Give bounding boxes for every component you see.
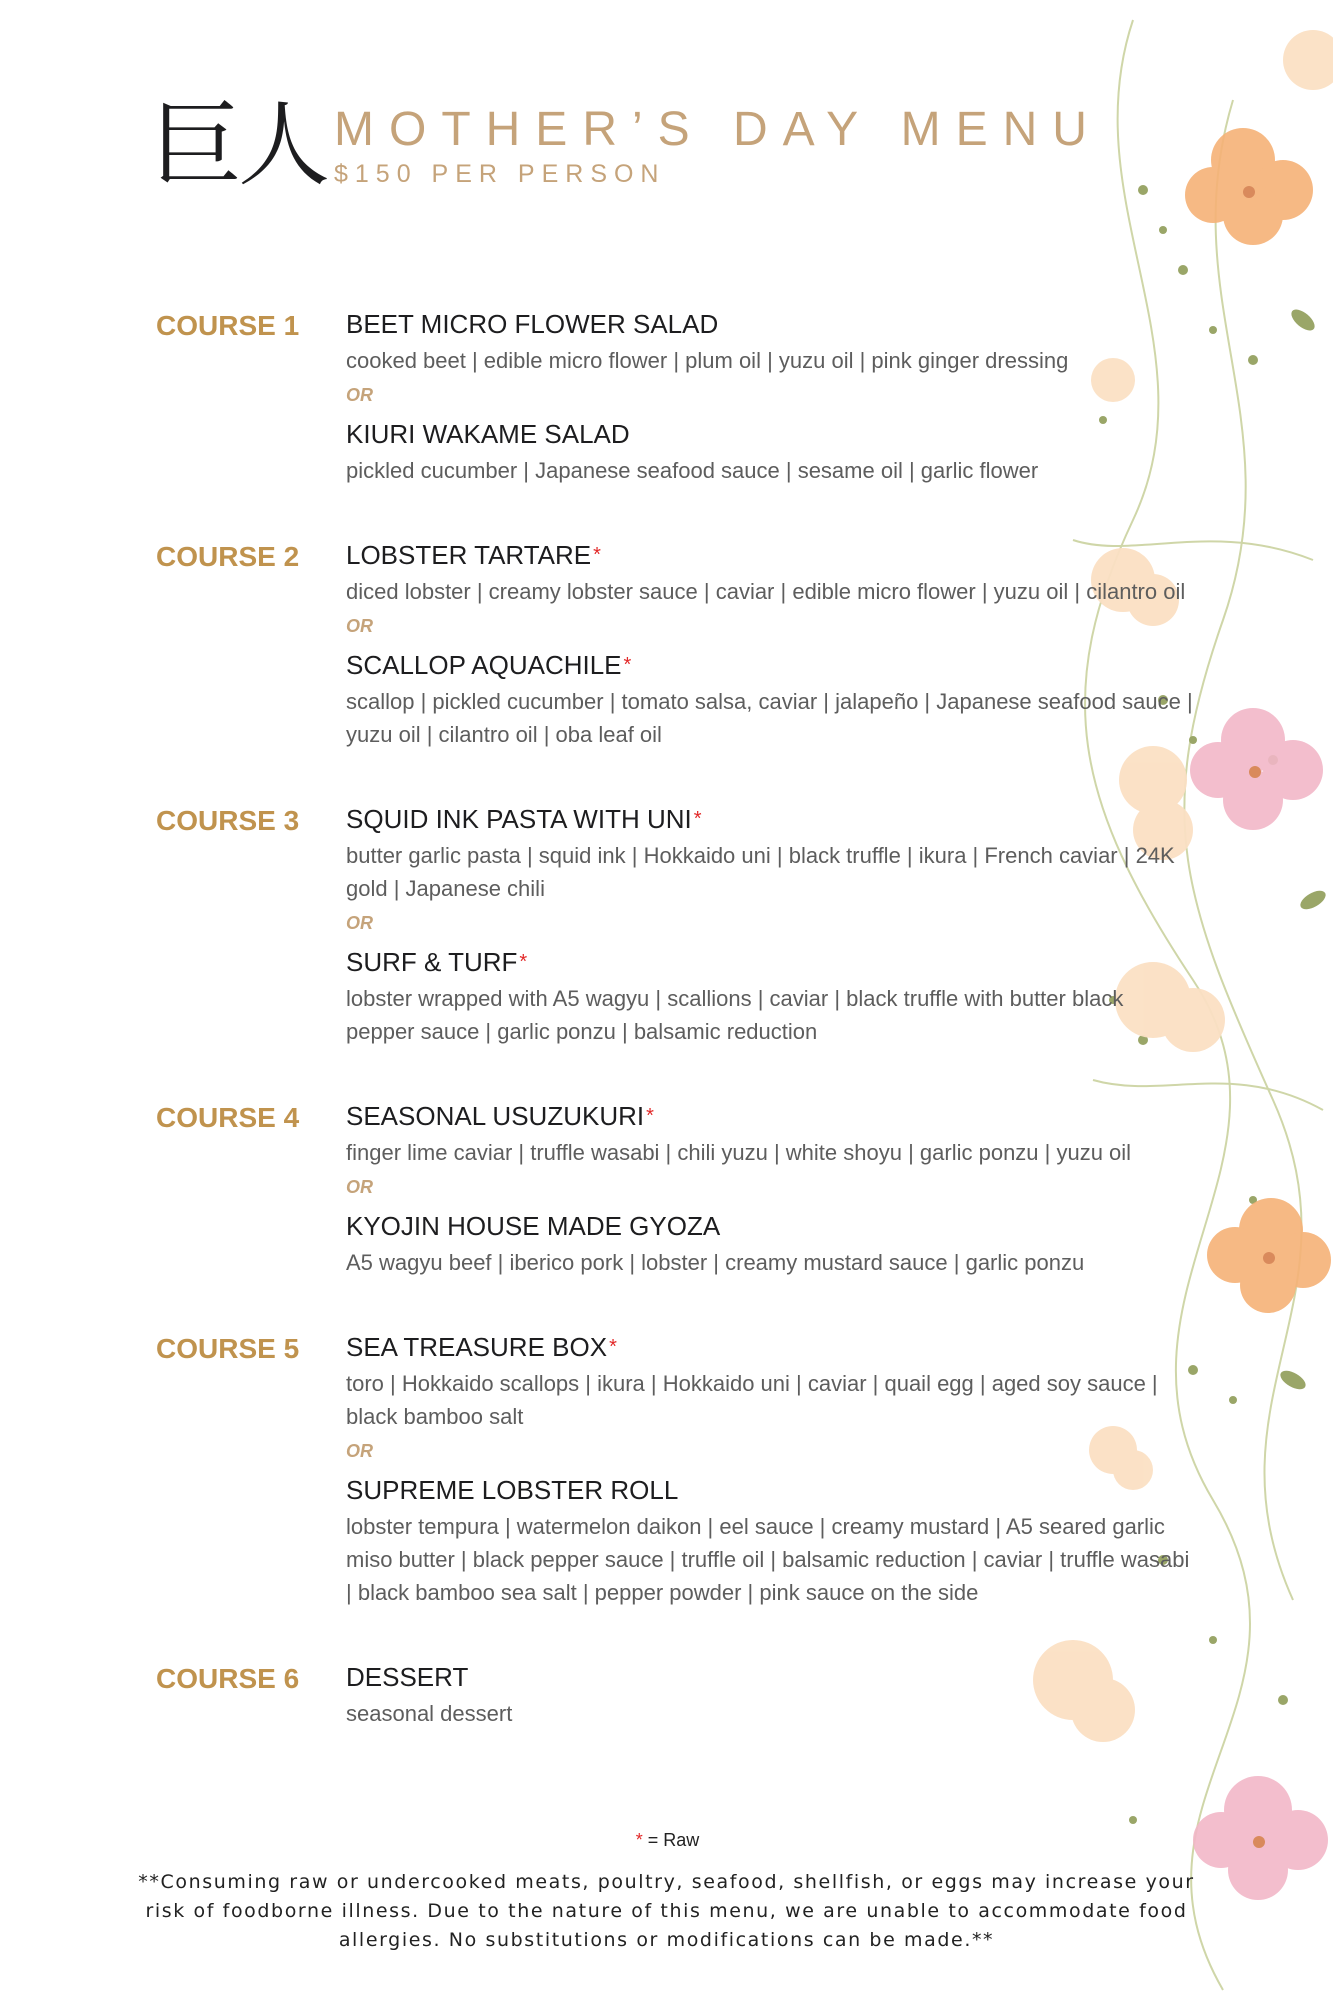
course-label: COURSE 2 xyxy=(156,541,300,572)
dish-description: toro | Hokkaido scallops | ikura | Hokkaido uni | caviar | quail egg | aged soy sauce | black bamboo salt xyxy=(346,1371,1158,1429)
raw-marker: * xyxy=(646,1105,654,1127)
dish-description: scallop | pickled cucumber | tomato salsa, caviar | jalapeño | Japanese seafood sauce | yuzu oil | cilantro oil | oba leaf oil xyxy=(346,689,1193,747)
raw-marker: * xyxy=(593,544,601,566)
course-4 xyxy=(156,1098,1196,1279)
dish-description: lobster wrapped with A5 wagyu | scallions | caviar | black truffle with butter black pepper sauce | garlic ponzu | balsamic reduction xyxy=(346,986,1124,1044)
dish-description: diced lobster | creamy lobster sauce | caviar | edible micro flower | yuzu oil | cilantro oil xyxy=(346,579,1186,604)
dish-name: SQUID INK PASTA WITH UNI * xyxy=(346,804,702,834)
menu-title: MOTHER’S DAY MENU xyxy=(334,103,1102,156)
menu-price: $150 PER PERSON xyxy=(334,160,666,188)
dish-description: pickled cucumber | Japanese seafood sauce | sesame oil | garlic flower xyxy=(346,458,1039,483)
dish-name: SCALLOP AQUACHILE * xyxy=(346,650,632,680)
or-separator: OR xyxy=(346,616,373,636)
dish-name: KIURI WAKAME SALAD xyxy=(346,419,630,449)
dish-name: DESSERT xyxy=(346,1662,469,1692)
dish-name: KYOJIN HOUSE MADE GYOZA xyxy=(346,1211,721,1241)
course-6 xyxy=(156,1659,1196,1730)
dish-name: SEASONAL USUZUKURI * xyxy=(346,1101,654,1131)
course-5 xyxy=(156,1329,1196,1609)
or-separator: OR xyxy=(346,1177,373,1197)
course-label: COURSE 6 xyxy=(156,1663,300,1694)
course-label: COURSE 5 xyxy=(156,1333,300,1364)
dish-description: lobster tempura | watermelon daikon | eel sauce | creamy mustard | A5 seared garlic miso butter | black pepper sauce | truffle oil | balsamic reduction | caviar | truffle wasabi | black bamboo sea salt | pepper powder | pink sauce on the side xyxy=(346,1514,1190,1605)
dish-name: SUPREME LOBSTER ROLL xyxy=(346,1475,679,1505)
raw-marker: * xyxy=(609,1336,617,1358)
dish-description: A5 wagyu beef | iberico pork | lobster | creamy mustard sauce | garlic ponzu xyxy=(346,1250,1085,1275)
course-label: COURSE 3 xyxy=(156,805,300,836)
dish-description: cooked beet | edible micro flower | plum oil | yuzu oil | pink ginger dressing xyxy=(346,348,1069,373)
dish-description: finger lime caviar | truffle wasabi | chili yuzu | white shoyu | garlic ponzu | yuzu oil xyxy=(346,1140,1132,1165)
course-label: COURSE 4 xyxy=(156,1102,300,1133)
course-3 xyxy=(156,801,1196,1048)
restaurant-logo: 巨人 xyxy=(150,92,327,199)
dish-description: butter garlic pasta | squid ink | Hokkaido uni | black truffle | ikura | French caviar | 24K gold | Japanese chili xyxy=(346,843,1175,901)
dish-name: SEA TREASURE BOX * xyxy=(346,1332,617,1362)
raw-marker: * xyxy=(635,1830,643,1850)
course-1 xyxy=(156,306,1196,487)
course-2 xyxy=(156,537,1196,751)
raw-marker: * xyxy=(623,654,632,676)
dish-name: SURF & TURF * xyxy=(346,947,528,977)
food-safety-disclaimer: **Consuming raw or undercooked meats, poultry, seafood, shellfish, or eggs may increase your risk of foodborne illness. Due to the nature of this menu, we are unable to accommodate food allergies. No substitutions or modifications can be made.** xyxy=(138,1871,1195,1951)
dish-name: BEET MICRO FLOWER SALAD xyxy=(346,309,719,339)
raw-legend-text: = Raw xyxy=(642,1830,700,1850)
raw-marker: * xyxy=(693,808,702,830)
course-label: COURSE 1 xyxy=(156,310,300,341)
or-separator: OR xyxy=(346,385,373,405)
raw-marker: * xyxy=(519,951,528,973)
course-list xyxy=(156,306,1196,1780)
raw-legend xyxy=(0,1830,1333,1851)
dish-name: LOBSTER TARTARE * xyxy=(346,540,601,570)
or-separator: OR xyxy=(346,913,373,933)
or-separator: OR xyxy=(346,1441,373,1461)
dish-description: seasonal dessert xyxy=(346,1701,513,1726)
